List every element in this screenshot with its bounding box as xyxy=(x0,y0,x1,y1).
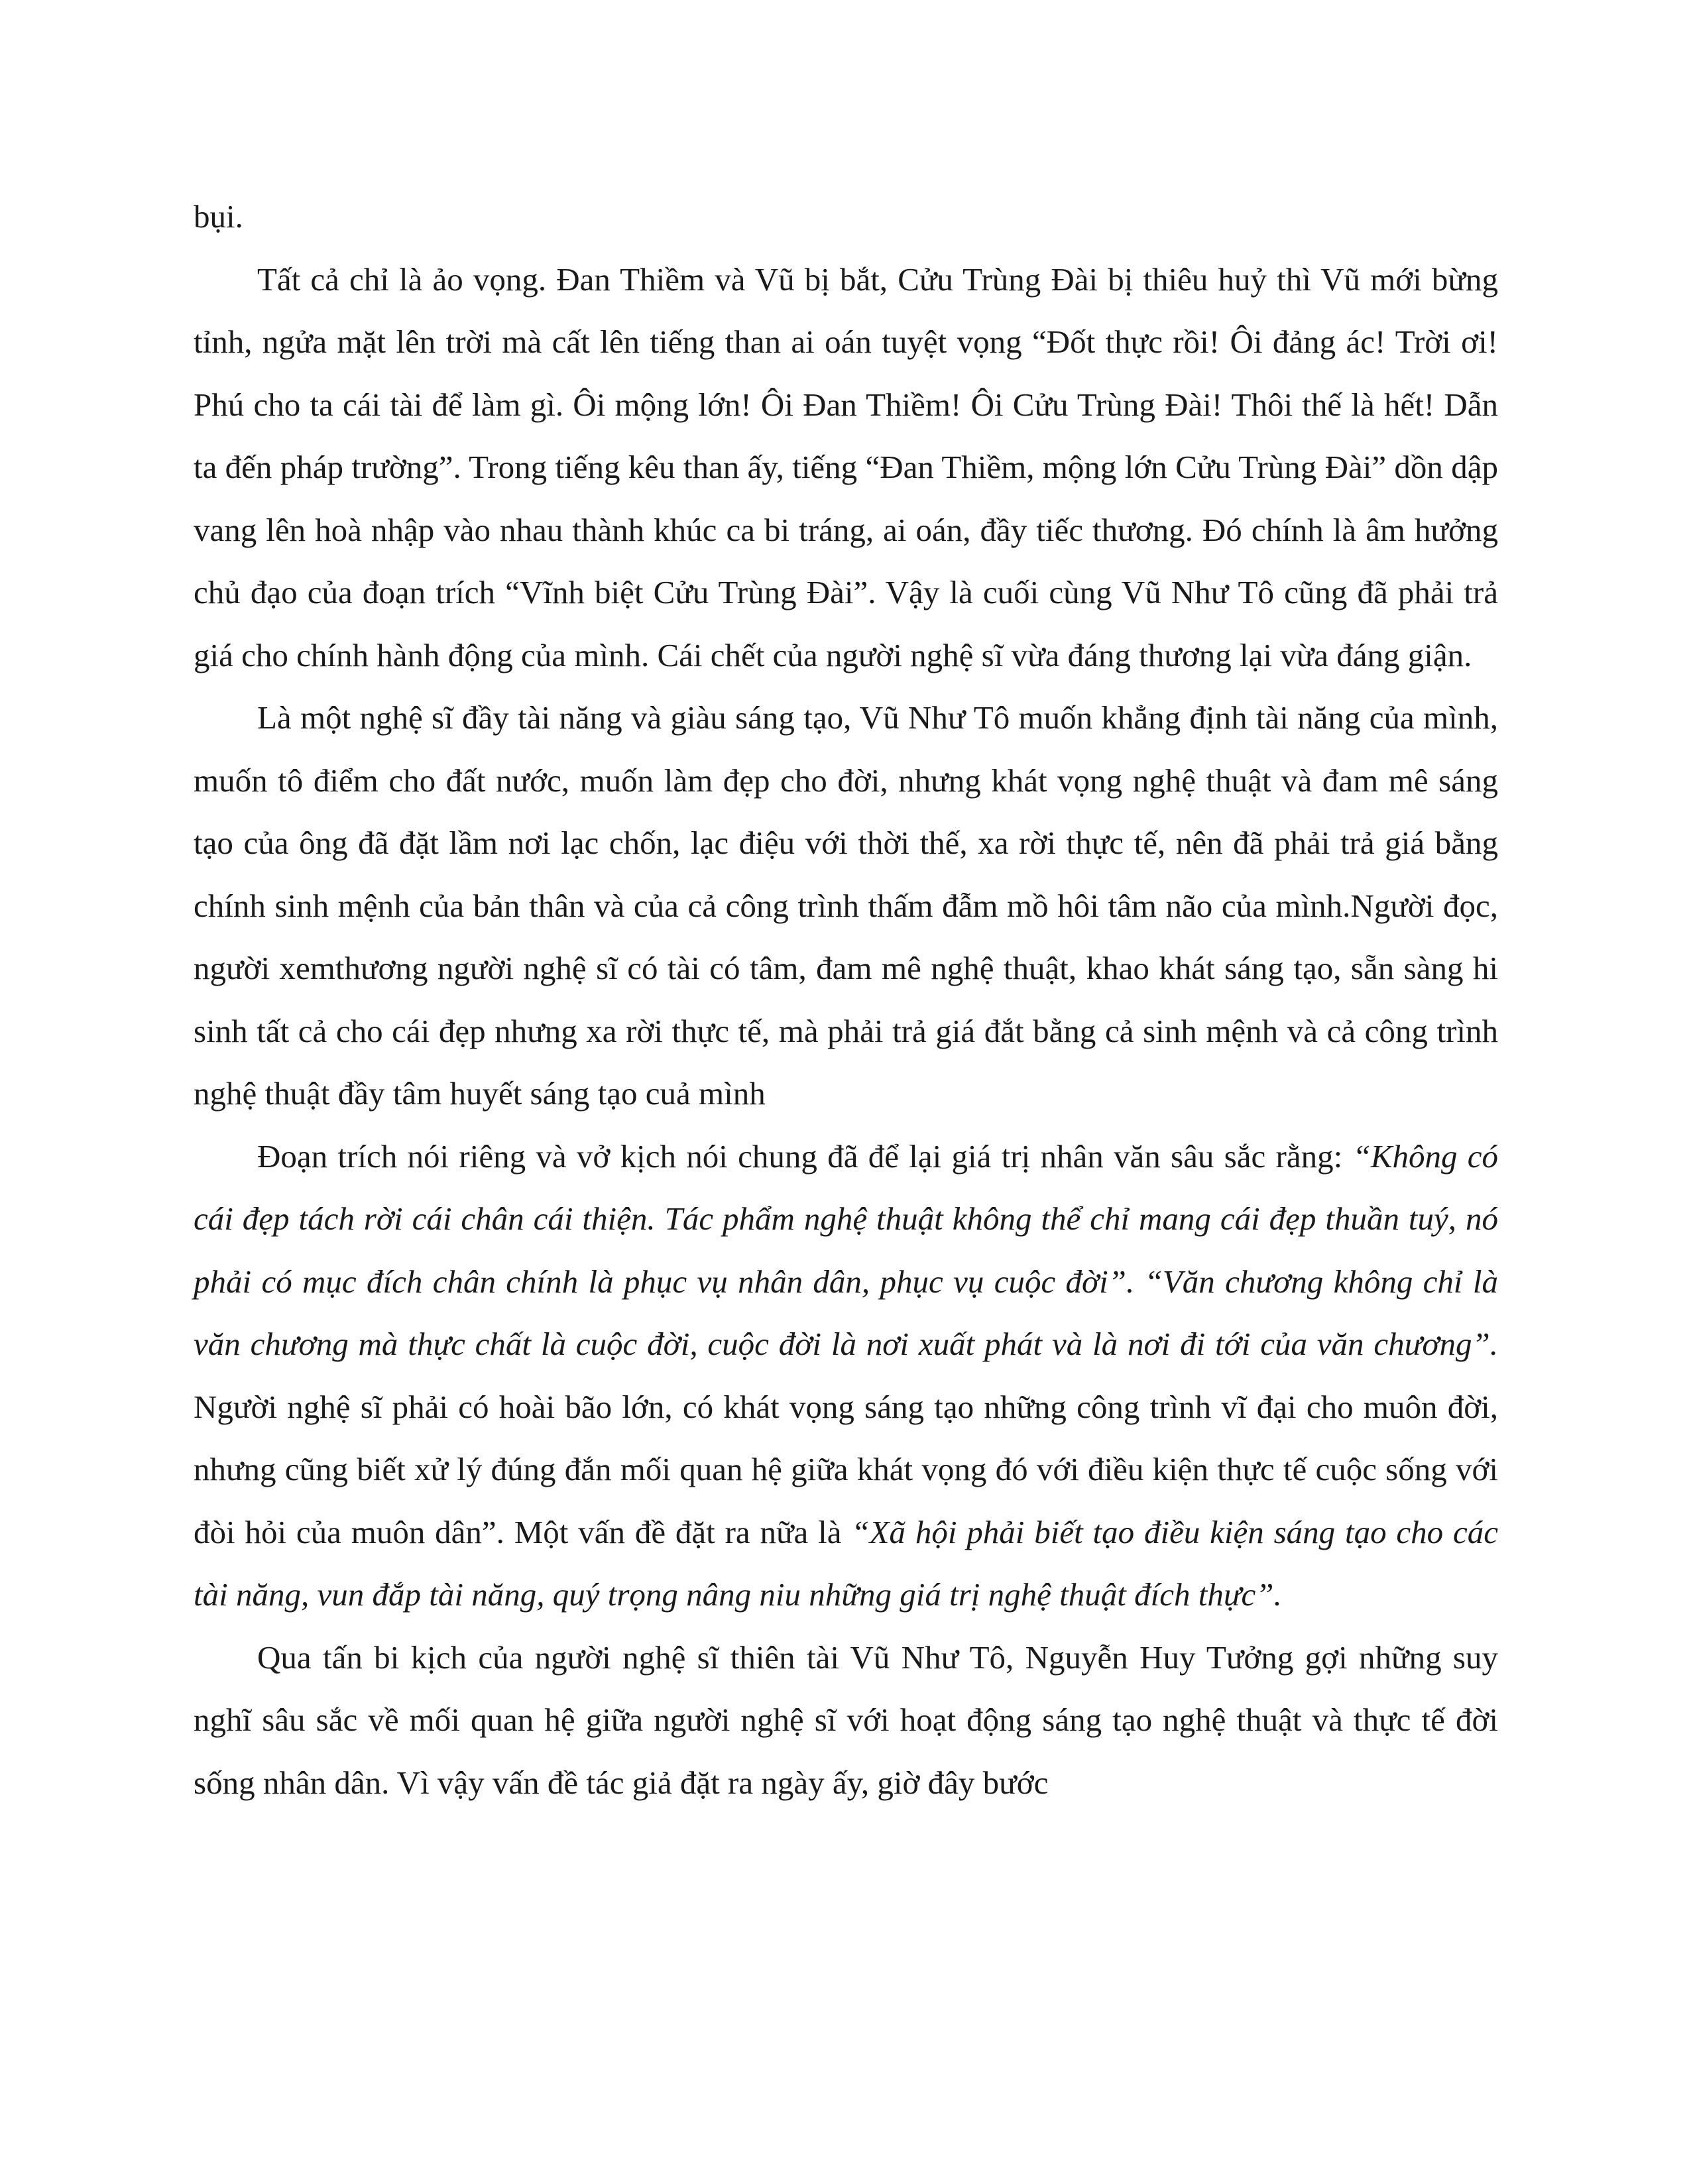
paragraph-1-text: bụi. xyxy=(194,198,243,235)
paragraph-4-text-2: Người nghệ sĩ phải có hoài bão lớn, có khát vọng sáng tạo những công trình vĩ đại cho muôn đời, nhưng cũng biết xử lý đúng đắn mối quan hệ giữa khát vọng đó với điều kiện thực tế cuộc sống với đòi hỏi của muôn dân”. Một vấn đề đặt ra nữa là xyxy=(194,1388,1498,1550)
paragraph-4-quote-1: “Không có cái đẹp tách rời cái chân cái thiện. Tác phẩm nghệ thuật không thể chỉ mang cái đẹp thuần tuý, nó phải có mục đích chân chính là phục vụ nhân dân, phục vụ cuộc đời”. “Văn chương không chỉ là văn chương mà thực chất là cuộc đời, cuộc đời là nơi xuất phát và là nơi đi tới của văn chương”. xyxy=(194,1137,1499,1362)
paragraph-4-text: Đoạn trích nói riêng và vở kịch nói chung đã để lại giá trị nhân văn sâu sắc rằng: xyxy=(257,1137,1353,1175)
paragraph-3 xyxy=(194,687,1498,1125)
essay-body xyxy=(194,186,1498,1814)
paragraph-4-quote-2: “Xã hội phải biết tạo điều kiện sáng tạo cho các tài năng, vun đắp tài năng, quý trọng nâng niu những giá trị nghệ thuật đích thực”. xyxy=(194,1513,1498,1613)
paragraph-3-text: Là một nghệ sĩ đầy tài năng và giàu sáng tạo, Vũ Như Tô muốn khẳng định tài năng của mình, muốn tô điểm cho đất nước, muốn làm đẹp cho đời, nhưng khát vọng nghệ thuật và đam mê sáng tạo của ông đã đặt lầm nơi lạc chốn, lạc điệu với thời thế, xa rời thực tế, nên đã phải trả giá bằng chính sinh mệnh của bản thân và của cả công trình thấm đẫm mồ hôi tâm não của mình.Người đọc, người xemthương người nghệ sĩ có tài có tâm, đam mê nghệ thuật, khao khát sáng tạo, sẵn sàng hi sinh tất cả cho cái đẹp nhưng xa rời thực tế, mà phải trả giá đắt bằng cả sinh mệnh và cả công trình nghệ thuật đầy tâm huyết sáng tạo cuả mình xyxy=(194,699,1498,1112)
paragraph-1 xyxy=(194,186,1498,249)
paragraph-4 xyxy=(194,1125,1498,1627)
paragraph-5-text: Qua tấn bi kịch của người nghệ sĩ thiên tài Vũ Như Tô, Nguyễn Huy Tưởng gợi những suy nghĩ sâu sắc về mối quan hệ giữa người nghệ sĩ với hoạt động sáng tạo nghệ thuật và thực tế đời sống nhân dân. Vì vậy vấn đề tác giả đặt ra ngày ấy, giờ đây bước xyxy=(194,1638,1498,1801)
paragraph-2-text: Tất cả chỉ là ảo vọng. Đan Thiềm và Vũ bị bắt, Cửu Trùng Đài bị thiêu huỷ thì Vũ mới bừng tỉnh, ngửa mặt lên trời mà cất lên tiếng than ai oán tuyệt vọng “Đốt thực rồi! Ôi đảng ác! Trời ơi! Phú cho ta cái tài để làm gì. Ôi mộng lớn! Ôi Đan Thiềm! Ôi Cửu Trùng Đài! Thôi thế là hết! Dẫn ta đến pháp trường”. Trong tiếng kêu than ấy, tiếng “Đan Thiềm, mộng lớn Cửu Trùng Đài” dồn dập vang lên hoà nhập vào nhau thành khúc ca bi tráng, ai oán, đầy tiếc thương. Đó chính là âm hưởng chủ đạo của đoạn trích “Vĩnh biệt Cửu Trùng Đài”. Vậy là cuối cùng Vũ Như Tô cũng đã phải trả giá cho chính hành động của mình. Cái chết của người nghệ sĩ vừa đáng thương lại vừa đáng giận. xyxy=(194,260,1498,673)
paragraph-2 xyxy=(194,249,1498,687)
paragraph-5 xyxy=(194,1627,1498,1815)
